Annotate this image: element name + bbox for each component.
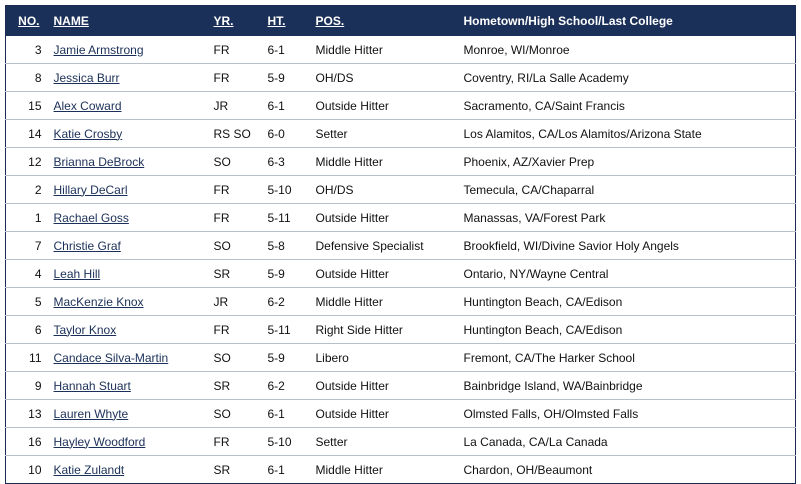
- cell-name: [48, 428, 208, 456]
- cell-year: FR: [208, 316, 262, 344]
- table-row: [6, 372, 796, 400]
- cell-position: Right Side Hitter: [310, 316, 458, 344]
- cell-year: FR: [208, 36, 262, 64]
- cell-hometown: Brookfield, WI/Divine Savior Holy Angels: [458, 232, 796, 260]
- cell-height: 6-0: [262, 120, 310, 148]
- cell-number: 4: [6, 260, 48, 288]
- table-row: [6, 260, 796, 288]
- cell-position: Middle Hitter: [310, 148, 458, 176]
- player-name-link[interactable]: Brianna DeBrock: [53, 154, 145, 169]
- column-header-name[interactable]: [48, 6, 208, 37]
- table-row: [6, 120, 796, 148]
- cell-year: JR: [208, 288, 262, 316]
- cell-hometown: Sacramento, CA/Saint Francis: [458, 92, 796, 120]
- column-header-pos-label: POS.: [315, 13, 345, 28]
- cell-hometown: Manassas, VA/Forest Park: [458, 204, 796, 232]
- cell-hometown: Coventry, RI/La Salle Academy: [458, 64, 796, 92]
- table-row: [6, 232, 796, 260]
- cell-year: JR: [208, 92, 262, 120]
- cell-height: 6-1: [262, 36, 310, 64]
- player-name-link[interactable]: Alex Coward: [53, 98, 122, 113]
- table-row: [6, 176, 796, 204]
- cell-hometown: Temecula, CA/Chaparral: [458, 176, 796, 204]
- table-header: [6, 6, 796, 37]
- cell-position: Outside Hitter: [310, 400, 458, 428]
- player-name-link[interactable]: Lauren Whyte: [53, 406, 129, 421]
- cell-name: [48, 64, 208, 92]
- table-row: [6, 204, 796, 232]
- cell-hometown: La Canada, CA/La Canada: [458, 428, 796, 456]
- cell-year: SO: [208, 232, 262, 260]
- cell-position: Outside Hitter: [310, 92, 458, 120]
- player-name-link[interactable]: Jamie Armstrong: [53, 42, 144, 57]
- table-row: [6, 148, 796, 176]
- cell-position: Defensive Specialist: [310, 232, 458, 260]
- cell-hometown: Los Alamitos, CA/Los Alamitos/Arizona State: [458, 120, 796, 148]
- column-header-hometown-label: Hometown/High School/Last College: [463, 13, 673, 28]
- cell-name: [48, 288, 208, 316]
- cell-number: 16: [6, 428, 48, 456]
- column-header-name-label: NAME: [53, 13, 89, 28]
- player-name-link[interactable]: Hayley Woodford: [53, 434, 146, 449]
- cell-year: SR: [208, 372, 262, 400]
- cell-name: [48, 372, 208, 400]
- table-row: [6, 288, 796, 316]
- cell-number: 7: [6, 232, 48, 260]
- player-name-link[interactable]: Katie Zulandt: [53, 462, 125, 477]
- cell-number: 3: [6, 36, 48, 64]
- table-row: [6, 344, 796, 372]
- cell-height: 5-11: [262, 204, 310, 232]
- cell-number: 9: [6, 372, 48, 400]
- cell-year: SR: [213, 462, 231, 477]
- cell-height: 5-9: [262, 344, 310, 372]
- cell-height: 6-2: [262, 372, 310, 400]
- cell-height: 5-9: [262, 260, 310, 288]
- cell-name: [48, 176, 208, 204]
- cell-position: Outside Hitter: [310, 204, 458, 232]
- cell-name: [48, 232, 208, 260]
- cell-height: 6-1: [267, 462, 285, 477]
- cell-height: 5-10: [262, 176, 310, 204]
- cell-hometown: Phoenix, AZ/Xavier Prep: [458, 148, 796, 176]
- table-row: [6, 456, 796, 484]
- column-header-no-label: NO.: [18, 13, 40, 28]
- cell-year: FR: [208, 204, 262, 232]
- column-header-yr[interactable]: [208, 6, 262, 37]
- table-row: [6, 428, 796, 456]
- cell-height: 5-10: [262, 428, 310, 456]
- cell-hometown: Huntington Beach, CA/Edison: [458, 288, 796, 316]
- cell-height: 5-11: [262, 316, 310, 344]
- cell-number: 11: [6, 344, 48, 372]
- cell-year: SO: [208, 344, 262, 372]
- cell-position: Middle Hitter: [310, 36, 458, 64]
- table-row: [6, 400, 796, 428]
- cell-number: 14: [6, 120, 48, 148]
- cell-number: 12: [6, 148, 48, 176]
- cell-position: OH/DS: [310, 64, 458, 92]
- cell-hometown: Monroe, WI/Monroe: [458, 36, 796, 64]
- table-row: [6, 316, 796, 344]
- cell-height: 6-1: [262, 400, 310, 428]
- player-name-link[interactable]: Katie Crosby: [53, 126, 123, 141]
- player-name-link[interactable]: Taylor Knox: [53, 322, 117, 337]
- cell-position: Setter: [310, 428, 458, 456]
- cell-year: RS SO: [208, 120, 262, 148]
- cell-position: Setter: [310, 120, 458, 148]
- cell-hometown: Olmsted Falls, OH/Olmsted Falls: [458, 400, 796, 428]
- cell-year: SO: [208, 400, 262, 428]
- cell-height: 5-8: [262, 232, 310, 260]
- column-header-ht[interactable]: [262, 6, 310, 37]
- cell-year: FR: [208, 428, 262, 456]
- table-body: [6, 36, 796, 484]
- player-name-link[interactable]: Hannah Stuart: [53, 378, 131, 393]
- column-header-hometown[interactable]: [458, 6, 796, 37]
- player-name-link[interactable]: Jessica Burr: [53, 70, 120, 85]
- cell-name: [48, 260, 208, 288]
- cell-position: Libero: [310, 344, 458, 372]
- cell-name: [48, 148, 208, 176]
- column-header-no[interactable]: [6, 6, 48, 37]
- player-name-link[interactable]: Hillary DeCarl: [53, 182, 128, 197]
- table-row: [6, 36, 796, 64]
- cell-height: 6-2: [262, 288, 310, 316]
- table-row: [6, 92, 796, 120]
- cell-year: SR: [208, 260, 262, 288]
- cell-position: Middle Hitter: [310, 288, 458, 316]
- cell-position: Outside Hitter: [310, 372, 458, 400]
- cell-position: OH/DS: [310, 176, 458, 204]
- cell-number: 2: [6, 176, 48, 204]
- cell-name: [48, 204, 208, 232]
- cell-number: 13: [6, 400, 48, 428]
- cell-position: Middle Hitter: [315, 462, 383, 477]
- cell-number: 5: [6, 288, 48, 316]
- cell-number: 10: [28, 462, 42, 477]
- cell-position: Outside Hitter: [310, 260, 458, 288]
- cell-hometown: Fremont, CA/The Harker School: [458, 344, 796, 372]
- cell-height: 6-3: [262, 148, 310, 176]
- cell-name: [48, 400, 208, 428]
- cell-year: FR: [208, 176, 262, 204]
- column-header-ht-label: HT.: [267, 13, 286, 28]
- cell-number: 1: [6, 204, 48, 232]
- cell-hometown: Bainbridge Island, WA/Bainbridge: [458, 372, 796, 400]
- header-row: [6, 6, 796, 37]
- column-header-pos[interactable]: [310, 6, 458, 37]
- cell-hometown: Huntington Beach, CA/Edison: [458, 316, 796, 344]
- cell-hometown: Chardon, OH/Beaumont: [463, 462, 593, 477]
- cell-name: [48, 92, 208, 120]
- player-name-link[interactable]: Leah Hill: [53, 266, 101, 281]
- cell-name: [48, 456, 208, 484]
- player-name-link[interactable]: MacKenzie Knox: [53, 294, 144, 309]
- cell-number: 6: [6, 316, 48, 344]
- table-row: [6, 64, 796, 92]
- cell-hometown: Ontario, NY/Wayne Central: [458, 260, 796, 288]
- cell-year: FR: [208, 64, 262, 92]
- player-name-link[interactable]: Candace Silva-Martin: [53, 350, 169, 365]
- cell-year: SO: [208, 148, 262, 176]
- player-name-link[interactable]: Rachael Goss: [53, 210, 129, 225]
- cell-number: 15: [6, 92, 48, 120]
- cell-name: [48, 36, 208, 64]
- cell-number: 8: [6, 64, 48, 92]
- cell-height: 6-1: [262, 92, 310, 120]
- player-name-link[interactable]: Christie Graf: [53, 238, 121, 253]
- column-header-yr-label: YR.: [213, 13, 234, 28]
- cell-name: [48, 120, 208, 148]
- cell-name: [48, 344, 208, 372]
- roster-table: [5, 5, 796, 484]
- cell-name: [48, 316, 208, 344]
- cell-height: 5-9: [262, 64, 310, 92]
